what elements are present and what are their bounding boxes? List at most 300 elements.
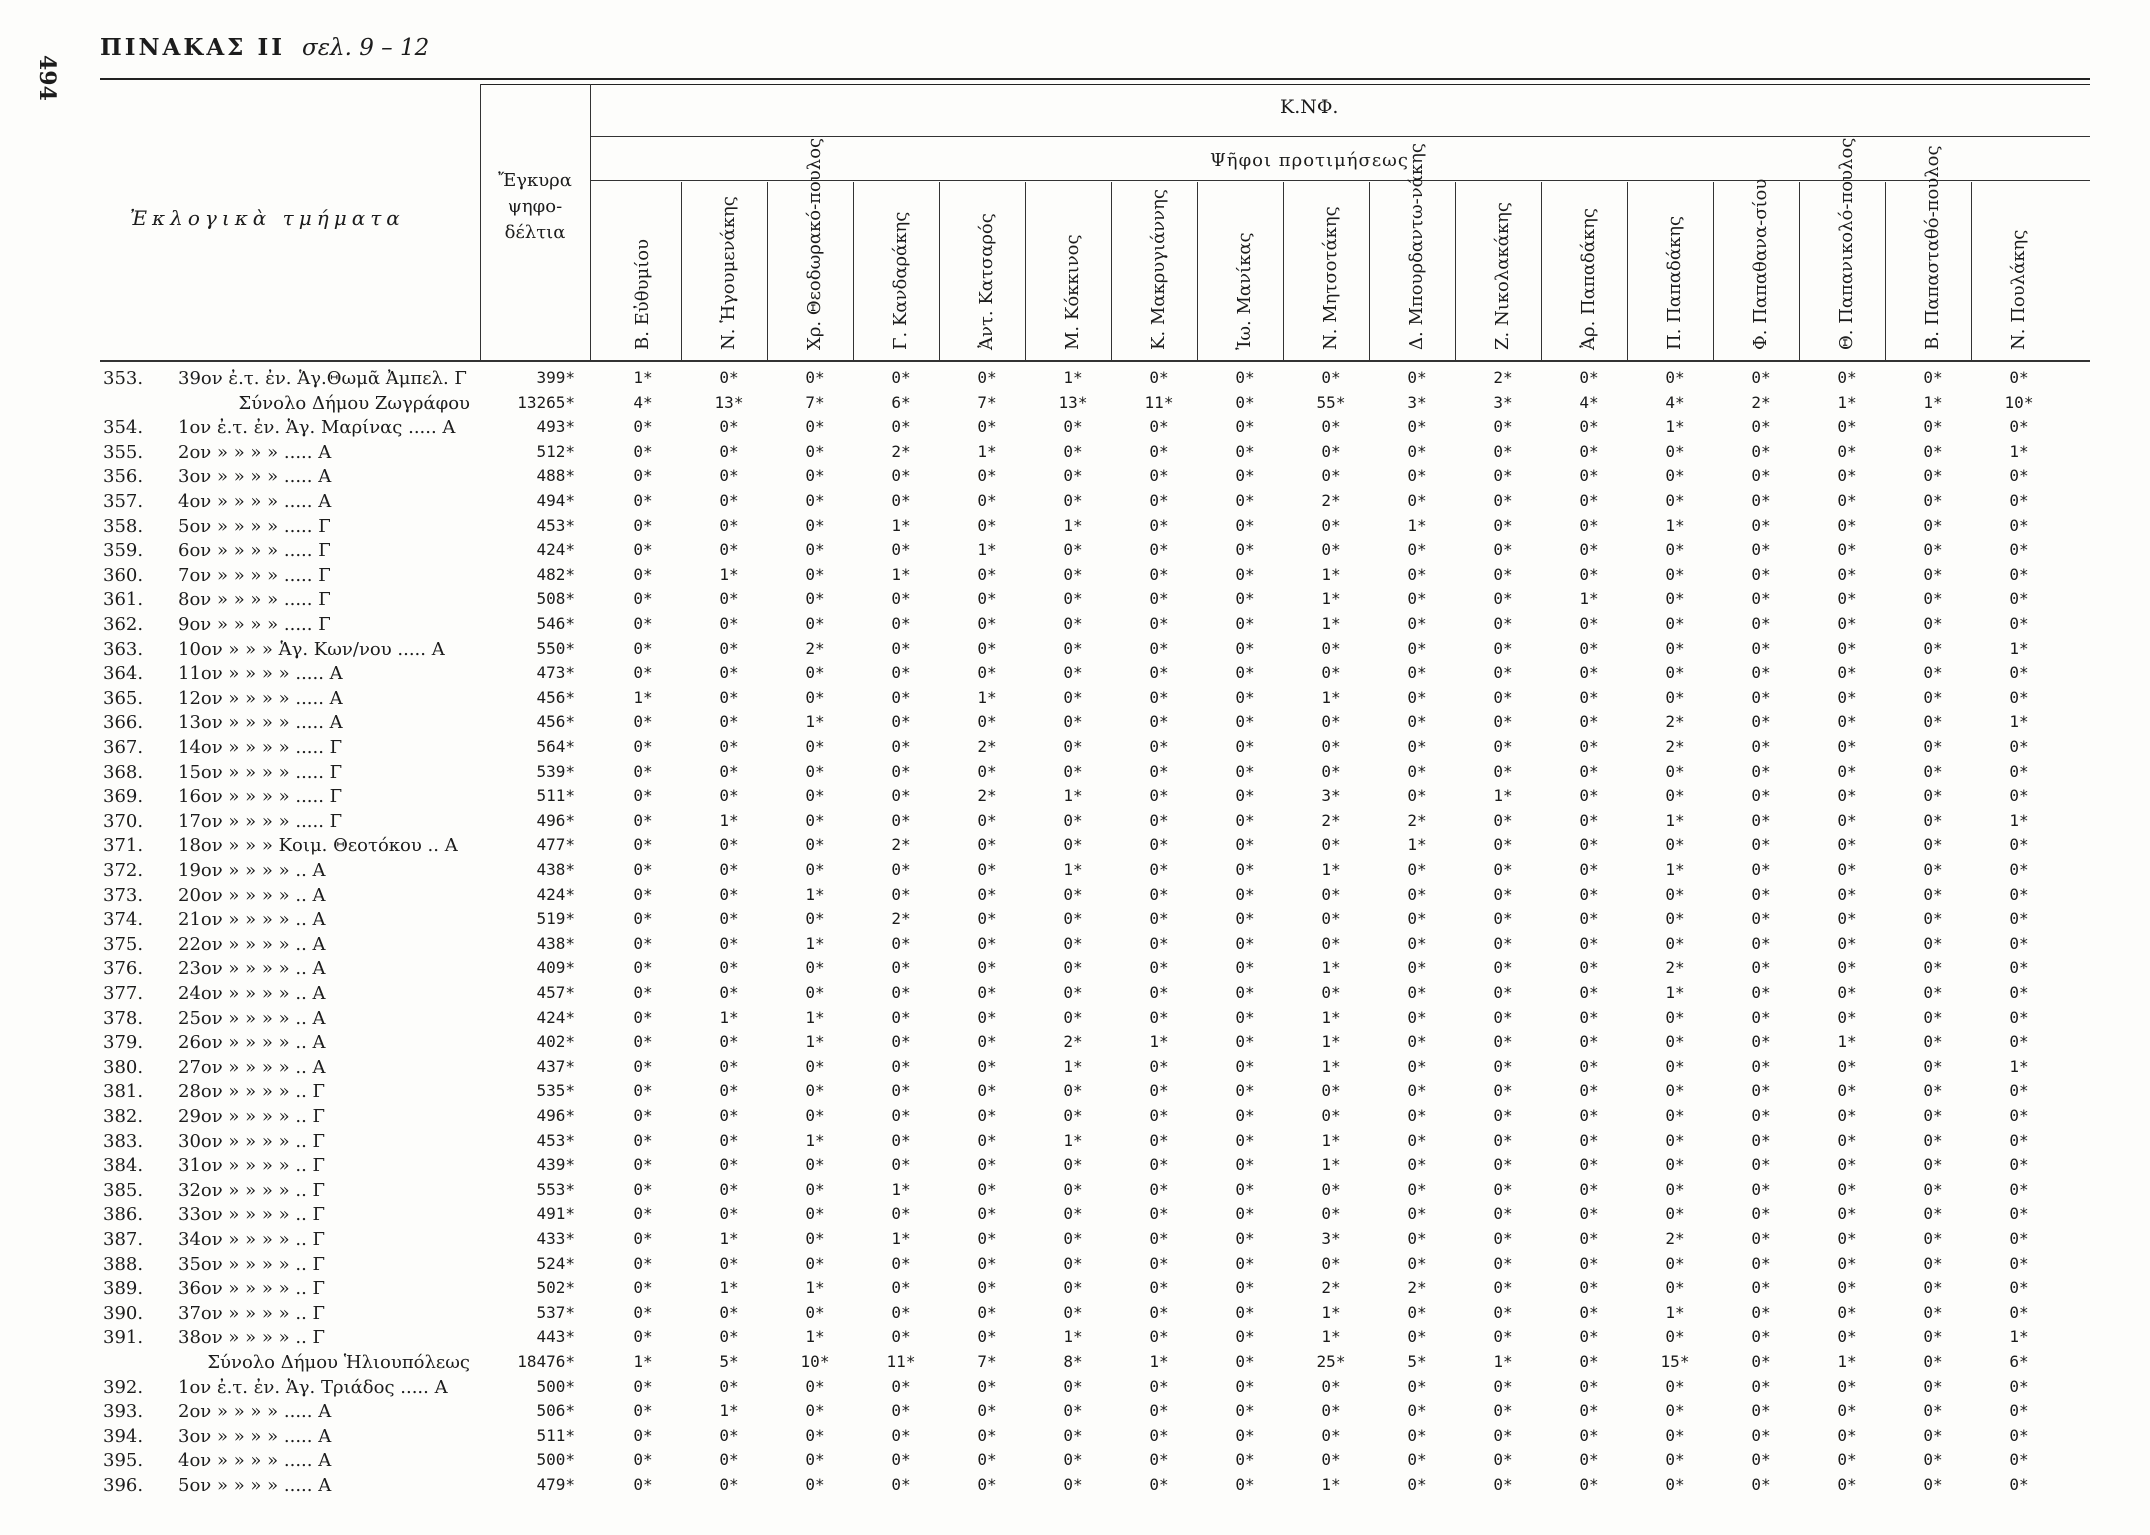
vote-cell: 0*	[977, 638, 997, 658]
valid-ballots: 482*	[536, 564, 575, 584]
vote-cell: 0*	[805, 786, 825, 806]
vote-cell: 0*	[1837, 884, 1857, 904]
valid-ballots: 494*	[536, 491, 575, 510]
valid-ballots: 539*	[536, 761, 575, 781]
vote-cell: 0*	[1837, 1401, 1857, 1421]
vote-cell: 1*	[1923, 392, 1943, 412]
vote-cell: 0*	[1579, 1007, 1599, 1027]
vote-cell: 0*	[1235, 1475, 1255, 1494]
vote-cell: 0*	[1321, 1204, 1341, 1224]
vote-cell: 0*	[1837, 933, 1857, 953]
vote-cell: 0*	[1063, 491, 1083, 510]
vote-cell: 0*	[1751, 1179, 1771, 1199]
table-row	[0, 1327, 2150, 1351]
vote-cell: 0*	[805, 368, 825, 387]
vote-cell: 0*	[1493, 638, 1513, 658]
vote-cell: 0*	[1665, 909, 1685, 929]
vote-cell: 0*	[1407, 687, 1427, 707]
vote-cell: 0*	[1923, 810, 1943, 830]
vote-cell: 0*	[2009, 491, 2029, 510]
candidate-name: Ἀρ. Παπαδάκης	[1578, 208, 1599, 350]
vote-cell: 13*	[714, 392, 744, 412]
row-label: 36ον » » » » .. Γ	[178, 1278, 325, 1300]
vote-cell: 0*	[1579, 737, 1599, 756]
vote-cell: 0*	[891, 1204, 911, 1224]
vote-cell: 0*	[1493, 983, 1513, 1002]
vote-cell: 0*	[1235, 1056, 1255, 1076]
vote-cell: 0*	[1407, 761, 1427, 781]
vote-cell: 0*	[1923, 1253, 1943, 1273]
table-row	[0, 811, 2150, 835]
candidate-header	[1131, 190, 1187, 350]
vote-cell: 0*	[1063, 1155, 1083, 1175]
vote-cell: 0*	[1837, 1327, 1857, 1347]
vote-cell: 0*	[1837, 1450, 1857, 1470]
vote-cell: 0*	[1923, 466, 1943, 486]
vote-cell: 0*	[719, 466, 739, 486]
row-label: 2ον » » » » ..... Α	[178, 1401, 332, 1423]
vote-cell: 0*	[1149, 1376, 1169, 1396]
vote-cell: 0*	[1149, 860, 1169, 879]
row-label: 11ον » » » » ..... Α	[178, 663, 343, 685]
vote-cell: 0*	[805, 1302, 825, 1322]
vote-cell: 0*	[1063, 958, 1083, 978]
vote-cell: 0*	[1923, 712, 1943, 732]
vote-cell: 0*	[1579, 663, 1599, 683]
row-label: 4ον » » » » ..... Α	[178, 491, 332, 512]
row-number: 385.	[103, 1179, 144, 1201]
table-row	[0, 860, 2150, 884]
vote-cell: 1*	[1321, 1007, 1341, 1027]
candidate-header	[787, 137, 843, 350]
vote-cell: 0*	[1665, 933, 1685, 953]
vote-cell: 1*	[805, 1007, 825, 1027]
vote-cell: 0*	[1665, 1450, 1685, 1470]
vote-cell: 0*	[1149, 540, 1169, 560]
vote-cell: 0*	[1235, 589, 1255, 609]
vote-cell: 2*	[1063, 1032, 1083, 1052]
vote-cell: 2*	[891, 835, 911, 855]
table-row	[0, 1278, 2150, 1302]
vote-cell: 0*	[2009, 564, 2029, 584]
vote-cell: 0*	[1321, 1401, 1341, 1421]
vote-cell: 0*	[1579, 810, 1599, 830]
vote-cell: 0*	[1235, 417, 1255, 437]
vote-cell: 0*	[719, 1450, 739, 1470]
vote-cell: 0*	[1149, 515, 1169, 535]
vote-cell: 0*	[633, 761, 653, 781]
vote-cell: 0*	[719, 835, 739, 855]
valid-ballots: 402*	[536, 1032, 575, 1052]
valid-ballots: 477*	[536, 835, 575, 855]
vote-cell: 0*	[1149, 663, 1169, 683]
vote-cell: 0*	[1665, 1425, 1685, 1445]
valid-ballots: 496*	[536, 810, 575, 830]
vote-cell: 0*	[633, 1376, 653, 1396]
vote-cell: 0*	[1665, 1081, 1685, 1101]
table-row	[0, 835, 2150, 859]
vote-cell: 0*	[633, 638, 653, 658]
total-row	[0, 1352, 2150, 1376]
candidate-name: Π. Παπαδάκης	[1664, 215, 1685, 350]
vote-cell: 0*	[2009, 1229, 2029, 1248]
valid-ballots: 500*	[536, 1450, 575, 1470]
vote-cell: 0*	[1063, 687, 1083, 707]
vote-cell: 0*	[1665, 1056, 1685, 1076]
vote-cell: 0*	[1407, 589, 1427, 609]
vote-cell: 0*	[805, 1253, 825, 1273]
vote-cell: 0*	[1837, 589, 1857, 609]
vote-cell: 0*	[1837, 466, 1857, 486]
vote-cell: 0*	[977, 1179, 997, 1199]
vote-cell: 0*	[633, 1032, 653, 1052]
vote-cell: 0*	[1149, 958, 1169, 978]
vote-cell: 0*	[1493, 1425, 1513, 1445]
vote-cell: 0*	[719, 909, 739, 929]
vote-cell: 0*	[805, 835, 825, 855]
vote-cell: 0*	[1751, 1327, 1771, 1347]
vote-cell: 0*	[1063, 1401, 1083, 1421]
vote-cell: 0*	[719, 1253, 739, 1273]
vote-cell: 0*	[1321, 1179, 1341, 1199]
vote-cell: 0*	[1837, 860, 1857, 879]
stub-divider	[480, 84, 481, 360]
valid-ballots: 535*	[536, 1081, 575, 1101]
valid-ballots: 491*	[536, 1204, 575, 1224]
vote-cell: 0*	[2009, 933, 2029, 953]
vote-cell: 0*	[1923, 441, 1943, 461]
vote-cell: 0*	[1149, 1155, 1169, 1175]
vote-cell: 0*	[1923, 761, 1943, 781]
vote-cell: 1*	[1063, 786, 1083, 806]
vote-cell: 1*	[1321, 860, 1341, 879]
vote-cell: 0*	[2009, 909, 2029, 929]
row-number: 393.	[103, 1401, 144, 1423]
vote-cell: 0*	[1579, 1179, 1599, 1199]
vote-cell: 0*	[633, 933, 653, 953]
vote-cell: 0*	[1063, 712, 1083, 732]
vote-cell: 0*	[1579, 1130, 1599, 1150]
vote-cell: 0*	[977, 368, 997, 387]
vote-cell: 0*	[891, 712, 911, 732]
row-number: 356.	[103, 466, 144, 488]
candidate-header	[873, 190, 929, 350]
vote-cell: 0*	[1493, 589, 1513, 609]
vote-cell: 0*	[1923, 663, 1943, 683]
vote-cell: 0*	[1923, 1056, 1943, 1076]
vote-cell: 0*	[1579, 1450, 1599, 1470]
vote-cell: 0*	[1579, 786, 1599, 806]
vote-cell: 0*	[1493, 417, 1513, 437]
vote-cell: 0*	[1063, 1450, 1083, 1470]
vote-cell: 0*	[1235, 1007, 1255, 1027]
vote-cell: 0*	[1063, 1302, 1083, 1322]
row-number: 370.	[103, 810, 144, 832]
vote-cell: 0*	[1149, 1204, 1169, 1224]
vote-cell: 0*	[1923, 737, 1943, 756]
valid-ballots: 438*	[536, 860, 575, 879]
vote-cell: 0*	[1235, 1401, 1255, 1421]
vote-cell: 0*	[891, 540, 911, 560]
candidate-divider	[1455, 182, 1456, 360]
vote-cell: 0*	[1751, 860, 1771, 879]
vote-cell: 0*	[719, 491, 739, 510]
vote-cell: 0*	[633, 1179, 653, 1199]
vote-cell: 0*	[1149, 1007, 1169, 1027]
vote-cell: 0*	[805, 687, 825, 707]
row-label: 3ον » » » » ..... Α	[178, 466, 332, 488]
table-row	[0, 442, 2150, 466]
vote-cell: 0*	[891, 1056, 911, 1076]
vote-cell: 11*	[1144, 392, 1174, 412]
vote-cell: 0*	[1837, 441, 1857, 461]
vote-cell: 3*	[1321, 1229, 1341, 1248]
vote-cell: 0*	[1149, 368, 1169, 387]
vote-cell: 0*	[633, 589, 653, 609]
candidate-divider	[1283, 182, 1284, 360]
valid-ballots: 473*	[536, 663, 575, 683]
vote-cell: 0*	[1235, 1204, 1255, 1224]
vote-cell: 0*	[1149, 1229, 1169, 1248]
vote-cell: 1*	[1063, 1327, 1083, 1347]
vote-cell: 0*	[891, 1376, 911, 1396]
vote-cell: 0*	[633, 1007, 653, 1027]
candidate-header	[615, 190, 671, 350]
vote-cell: 0*	[2009, 1253, 2029, 1273]
row-number: 390.	[103, 1302, 144, 1324]
vote-cell: 0*	[891, 1401, 911, 1421]
valid-ballots: 496*	[536, 1106, 575, 1125]
vote-cell: 0*	[719, 761, 739, 781]
vote-cell: 0*	[1923, 1106, 1943, 1125]
vote-cell: 0*	[977, 810, 997, 830]
row-label: Σύνολο Δήμου Ἡλιουπόλεως	[207, 1352, 470, 1373]
vote-cell: 0*	[977, 1401, 997, 1421]
row-number: 362.	[103, 614, 144, 635]
candidate-name: Β. Παπασταθό-πουλος	[1922, 145, 1943, 350]
vote-cell: 0*	[633, 614, 653, 633]
vote-cell: 0*	[1493, 909, 1513, 929]
vote-cell: 2*	[1321, 491, 1341, 510]
table-row	[0, 1401, 2150, 1425]
vote-cell: 0*	[1235, 663, 1255, 683]
vote-cell: 0*	[1235, 540, 1255, 560]
header-rule-party	[590, 136, 2090, 137]
vote-cell: 0*	[1321, 1376, 1341, 1396]
row-number: 395.	[103, 1450, 144, 1472]
vote-cell: 0*	[1063, 1229, 1083, 1248]
row-label: 7ον » » » » ..... Γ	[178, 564, 331, 586]
vote-cell: 3*	[1493, 392, 1513, 412]
row-label: 22ον » » » » .. Α	[178, 933, 326, 955]
vote-cell: 0*	[633, 1130, 653, 1150]
vote-cell: 0*	[1751, 441, 1771, 461]
vote-cell: 1*	[719, 810, 739, 830]
vote-cell: 0*	[805, 1155, 825, 1175]
candidate-divider	[853, 182, 854, 360]
vote-cell: 0*	[1837, 786, 1857, 806]
vote-cell: 0*	[1149, 835, 1169, 855]
vote-cell: 0*	[1407, 1155, 1427, 1175]
vote-cell: 1*	[805, 1327, 825, 1347]
row-number: 354.	[103, 417, 144, 439]
vote-cell: 0*	[1665, 835, 1685, 855]
vote-cell: 1*	[805, 884, 825, 904]
vote-cell: 0*	[1493, 540, 1513, 560]
vote-cell: 0*	[1665, 368, 1685, 387]
vote-cell: 0*	[1235, 687, 1255, 707]
vote-cell: 0*	[1493, 1278, 1513, 1298]
vote-cell: 0*	[1407, 417, 1427, 437]
row-number: 376.	[103, 958, 144, 980]
vote-cell: 0*	[1837, 1155, 1857, 1175]
vote-cell: 0*	[1235, 1302, 1255, 1322]
vote-cell: 0*	[1665, 663, 1685, 683]
vote-cell: 0*	[1837, 1253, 1857, 1273]
vote-cell: 0*	[1665, 1376, 1685, 1396]
vote-cell: 1*	[1493, 1352, 1513, 1371]
vote-cell: 0*	[1321, 663, 1341, 683]
vote-cell: 0*	[1063, 884, 1083, 904]
vote-cell: 1*	[1321, 1475, 1341, 1494]
row-label: 5ον » » » » ..... Γ	[178, 515, 331, 537]
vote-cell: 1*	[633, 1352, 653, 1371]
candidate-header	[959, 190, 1015, 350]
vote-cell: 0*	[1235, 614, 1255, 633]
vote-cell: 0*	[1149, 983, 1169, 1002]
vote-cell: 0*	[1063, 1425, 1083, 1445]
candidate-divider	[1025, 182, 1026, 360]
valid-ballots: 457*	[536, 983, 575, 1002]
vote-cell: 0*	[1407, 540, 1427, 560]
vote-cell: 0*	[1493, 1155, 1513, 1175]
vote-cell: 0*	[2009, 1475, 2029, 1494]
vote-cell: 0*	[1923, 786, 1943, 806]
vote-cell: 1*	[1063, 368, 1083, 387]
vote-cell: 0*	[1837, 1179, 1857, 1199]
vote-cell: 0*	[891, 1155, 911, 1175]
vote-cell: 0*	[1235, 515, 1255, 535]
vote-cell: 0*	[1149, 884, 1169, 904]
vote-cell: 1*	[1321, 1130, 1341, 1150]
row-number: 388.	[103, 1253, 144, 1275]
vote-cell: 0*	[1665, 589, 1685, 609]
vote-cell: 0*	[1407, 983, 1427, 1002]
vote-cell: 0*	[1751, 1352, 1771, 1371]
vote-cell: 0*	[1579, 1302, 1599, 1322]
vote-cell: 0*	[1751, 491, 1771, 510]
vote-cell: 0*	[1493, 515, 1513, 535]
vote-cell: 1*	[2009, 1056, 2029, 1076]
row-label: 35ον » » » » .. Γ	[178, 1253, 325, 1275]
vote-cell: 0*	[1235, 712, 1255, 732]
vote-cell: 0*	[1493, 884, 1513, 904]
vote-cell: 0*	[1063, 983, 1083, 1002]
vote-cell: 1*	[719, 1278, 739, 1298]
vote-cell: 0*	[1751, 1155, 1771, 1175]
vote-cell: 0*	[633, 737, 653, 756]
vote-cell: 0*	[1923, 884, 1943, 904]
vote-cell: 0*	[805, 614, 825, 633]
vote-cell: 0*	[633, 417, 653, 437]
vote-cell: 10*	[2004, 392, 2034, 412]
vote-cell: 0*	[1837, 737, 1857, 756]
table-row	[0, 1204, 2150, 1228]
candidate-header	[1303, 190, 1359, 350]
vote-cell: 0*	[633, 1475, 653, 1494]
vote-cell: 0*	[1149, 786, 1169, 806]
vote-cell: 0*	[891, 1081, 911, 1101]
vote-cell: 1*	[1149, 1352, 1169, 1371]
header-bottom-rule	[100, 360, 2090, 362]
vote-cell: 0*	[1751, 1450, 1771, 1470]
valid-ballots: 546*	[536, 614, 575, 633]
vote-cell: 0*	[1407, 1327, 1427, 1347]
row-label: 9ον » » » » ..... Γ	[178, 614, 331, 635]
vote-cell: 0*	[891, 614, 911, 633]
vote-cell: 0*	[2009, 1081, 2029, 1101]
table-row	[0, 466, 2150, 490]
row-label: 21ον » » » » .. Α	[178, 909, 326, 931]
vote-cell: 0*	[1407, 933, 1427, 953]
row-number: 389.	[103, 1278, 144, 1300]
vote-cell: 0*	[1837, 663, 1857, 683]
vote-cell: 0*	[1235, 1130, 1255, 1150]
row-label: 3ον » » » » ..... Α	[178, 1425, 332, 1447]
vote-cell: 0*	[1493, 712, 1513, 732]
row-label: 39ον ἐ.τ. ἐν. Ἁγ.Θωμᾶ Ἀμπελ. Γ	[178, 368, 467, 389]
vote-cell: 0*	[1235, 1425, 1255, 1445]
vote-cell: 0*	[1407, 1179, 1427, 1199]
vote-cell: 0*	[1923, 417, 1943, 437]
candidate-header	[1819, 137, 1875, 350]
vote-cell: 7*	[805, 392, 825, 412]
candidate-header	[1905, 145, 1961, 350]
candidate-divider	[1369, 182, 1370, 360]
vote-cell: 0*	[891, 761, 911, 781]
row-label: 30ον » » » » .. Γ	[178, 1130, 325, 1152]
vote-cell: 0*	[1493, 1475, 1513, 1494]
vote-cell: 0*	[805, 466, 825, 486]
vote-cell: 0*	[1407, 1081, 1427, 1101]
vote-cell: 0*	[719, 614, 739, 633]
vote-cell: 0*	[1579, 933, 1599, 953]
vote-cell: 0*	[1579, 761, 1599, 781]
vote-cell: 0*	[977, 564, 997, 584]
vote-cell: 5*	[1407, 1352, 1427, 1371]
vote-cell: 0*	[1665, 1253, 1685, 1273]
vote-cell: 0*	[1751, 466, 1771, 486]
row-number: 382.	[103, 1106, 144, 1127]
vote-cell: 0*	[1579, 1056, 1599, 1076]
vote-cell: 7*	[977, 1352, 997, 1371]
table-row	[0, 786, 2150, 810]
candidate-header	[701, 190, 757, 350]
vote-cell: 0*	[719, 441, 739, 461]
vote-cell: 0*	[1149, 1475, 1169, 1494]
candidate-name: Ζ. Νικολακάκης	[1492, 202, 1513, 350]
vote-cell: 0*	[1407, 737, 1427, 756]
row-number: 364.	[103, 663, 144, 685]
vote-cell: 0*	[719, 1081, 739, 1101]
vote-cell: 25*	[1316, 1352, 1346, 1371]
vote-cell: 0*	[2009, 1179, 2029, 1199]
vote-cell: 0*	[977, 491, 997, 510]
vote-cell: 0*	[891, 687, 911, 707]
vote-cell: 0*	[1407, 491, 1427, 510]
row-label: 13ον » » » » ..... Α	[178, 712, 343, 734]
vote-cell: 0*	[805, 1056, 825, 1076]
